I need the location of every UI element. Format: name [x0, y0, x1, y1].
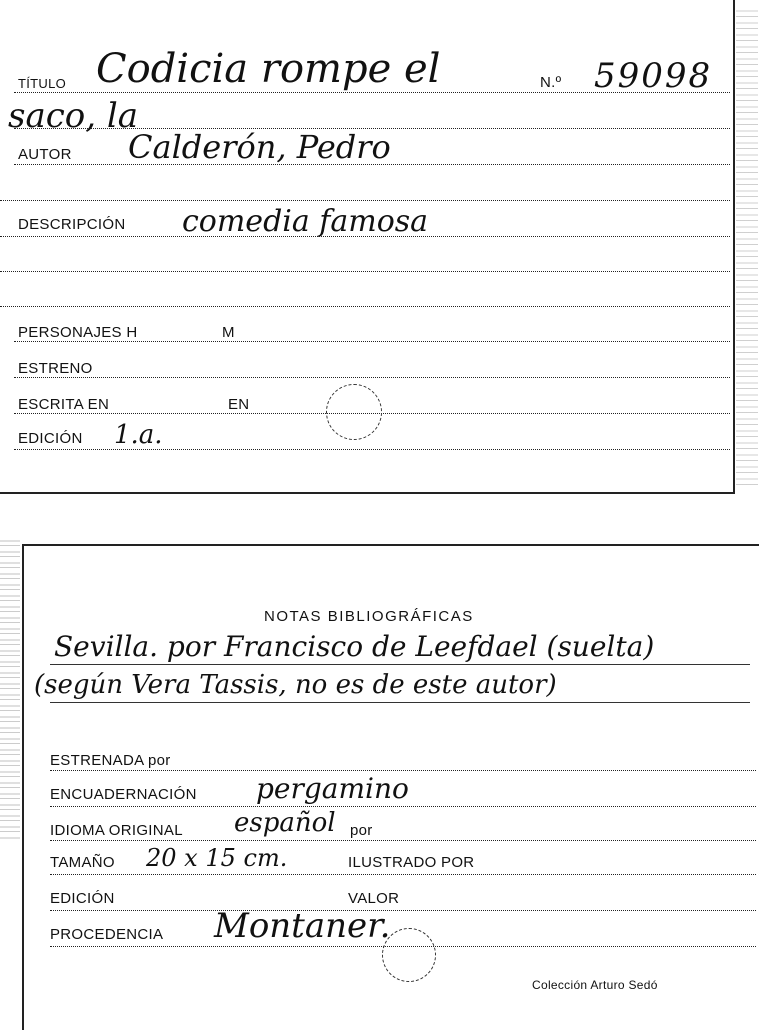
catalog-card-front	[0, 0, 735, 494]
tamano-value: 20 x 15 cm.	[146, 844, 288, 872]
personajes-m-label: M	[222, 324, 235, 341]
scan-noise	[736, 10, 758, 486]
edicion-value: 1.a.	[114, 420, 163, 450]
titulo-value: Codicia rompe el	[96, 46, 441, 92]
collection-footer: Colección Arturo Sedó	[532, 978, 658, 992]
encuadernacion-value: pergamino	[256, 772, 409, 805]
numero-label: N.º	[540, 74, 562, 91]
idioma-por-label: por	[350, 822, 373, 839]
autor-label: AUTOR	[18, 146, 72, 163]
catalog-card-back	[22, 544, 759, 1030]
escrita-label: ESCRITA EN	[18, 396, 110, 413]
nota-line-2: (según Vera Tassis, no es de este autor)	[34, 670, 557, 700]
edicion-label: EDICIÓN	[18, 430, 83, 447]
valor-label: VALOR	[348, 890, 400, 907]
ilustrado-label: ILUSTRADO POR	[348, 854, 475, 871]
estrenada-label: ESTRENADA por	[50, 752, 171, 769]
estreno-label: ESTRENO	[18, 360, 93, 377]
scan-noise-left	[0, 540, 20, 840]
procedencia-value: Montaner.	[214, 906, 391, 946]
titulo-label: TÍTULO	[18, 76, 67, 91]
punch-hole-mark-back	[382, 928, 436, 982]
tamano-label: TAMAÑO	[50, 854, 115, 871]
descripcion-label: DESCRIPCIÓN	[18, 216, 126, 233]
titulo-value-continued: saco, la	[8, 96, 138, 136]
autor-value: Calderón, Pedro	[128, 128, 391, 166]
notas-heading: NOTAS BIBLIOGRÁFICAS	[264, 608, 474, 625]
descripcion-value: comedia famosa	[182, 204, 429, 239]
personajes-label: PERSONAJES H	[18, 324, 138, 341]
punch-hole-mark	[326, 384, 382, 440]
nota-line-1: Sevilla. por Francisco de Leefdael (suelta)	[54, 630, 655, 663]
numero-value: 59098	[594, 56, 713, 96]
idioma-label: IDIOMA ORIGINAL	[50, 822, 183, 839]
escrita-en-label: EN	[228, 396, 250, 413]
idioma-value: español	[234, 808, 336, 838]
encuadernacion-label: ENCUADERNACIÓN	[50, 786, 197, 803]
edicion-back-label: EDICIÓN	[50, 890, 115, 907]
procedencia-label: PROCEDENCIA	[50, 926, 164, 943]
